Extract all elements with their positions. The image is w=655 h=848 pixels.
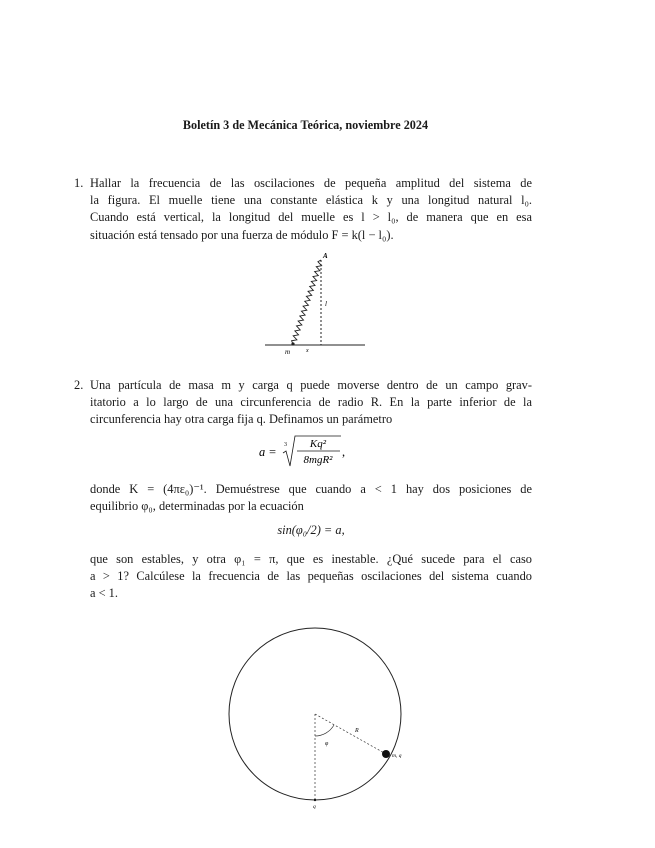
problem-2-line: que son estables, y otra φ₁ = π, que es inestable. ¿Qué sucede para el caso — [90, 552, 532, 566]
problem-1-number: 1. — [74, 176, 84, 190]
problem-2-number: 2. — [74, 378, 84, 392]
equation-a-render — [251, 433, 371, 469]
label-radius: R — [355, 728, 359, 734]
circle-figure — [222, 620, 422, 810]
problem-1-line: Hallar la frecuencia de las oscilaciones de pequeña amplitud del sistema de — [90, 176, 532, 190]
problem-2-continued — [90, 481, 532, 515]
equation-a-denominator: 8mgR² — [303, 454, 333, 466]
problem-2 — [74, 377, 532, 429]
problem-2-line: circunferencia hay otra carga fija q. Definamos un parámetro — [90, 412, 393, 427]
particle-dot — [382, 750, 390, 758]
label-angle: φ — [325, 741, 329, 747]
problem-2-line: itatorio a lo largo de una circunferencia de radio R. En la parte inferior de la — [90, 395, 532, 410]
equation-a-trailing-comma: , — [342, 445, 346, 459]
fixed-charge-dot — [314, 799, 316, 801]
problem-1 — [74, 175, 532, 244]
mass-dot — [291, 342, 294, 345]
problem-1-line: situación está tensado por una fuerza de módulo F = k(l − l₀). — [90, 227, 394, 242]
problem-2-final — [90, 551, 532, 603]
problem-1-line: Cuando está vertical, la longitud del muelle es l > l₀, de manera que en esa — [90, 210, 532, 225]
spring-figure — [255, 248, 375, 358]
radius-dashed-line — [315, 714, 386, 754]
label-x: x — [306, 348, 309, 354]
label-a: A — [323, 252, 328, 260]
angle-arc — [315, 725, 334, 736]
problem-2-line: equilibrio φ₀, determinadas por la ecuación — [90, 499, 304, 514]
label-particle: m, q — [392, 753, 402, 759]
problem-2-line: a > 1? Calcúlese la frecuencia de las pequeñas oscilaciones del sistema cuando — [90, 569, 532, 584]
label-l: l — [325, 300, 327, 308]
equation-a — [90, 433, 532, 469]
label-fixed-charge: q — [313, 804, 316, 810]
problem-2-line: a < 1. — [90, 586, 118, 601]
equation-b: sin(φ₀/2) = a, — [277, 523, 345, 537]
equation-a-numerator: Kq² — [309, 438, 327, 450]
document-title: Boletín 3 de Mecánica Teórica, noviembre 2024 — [182, 118, 429, 132]
problem-1-line: la figura. El muelle tiene una constante elástica k y una longitud natural l₀. — [90, 193, 532, 208]
equation-a-root-index: 3 — [284, 442, 287, 448]
problem-2-line: donde K = (4πε₀)⁻¹. Demuéstrese que cuando a < 1 hay dos posiciones de — [90, 482, 532, 496]
problem-2-line: Una partícula de masa m y carga q puede moverse dentro de un campo grav- — [90, 378, 532, 392]
equation-a-lhs: a = — [259, 445, 277, 459]
spring-coil — [292, 260, 322, 344]
label-m: m — [285, 348, 291, 356]
